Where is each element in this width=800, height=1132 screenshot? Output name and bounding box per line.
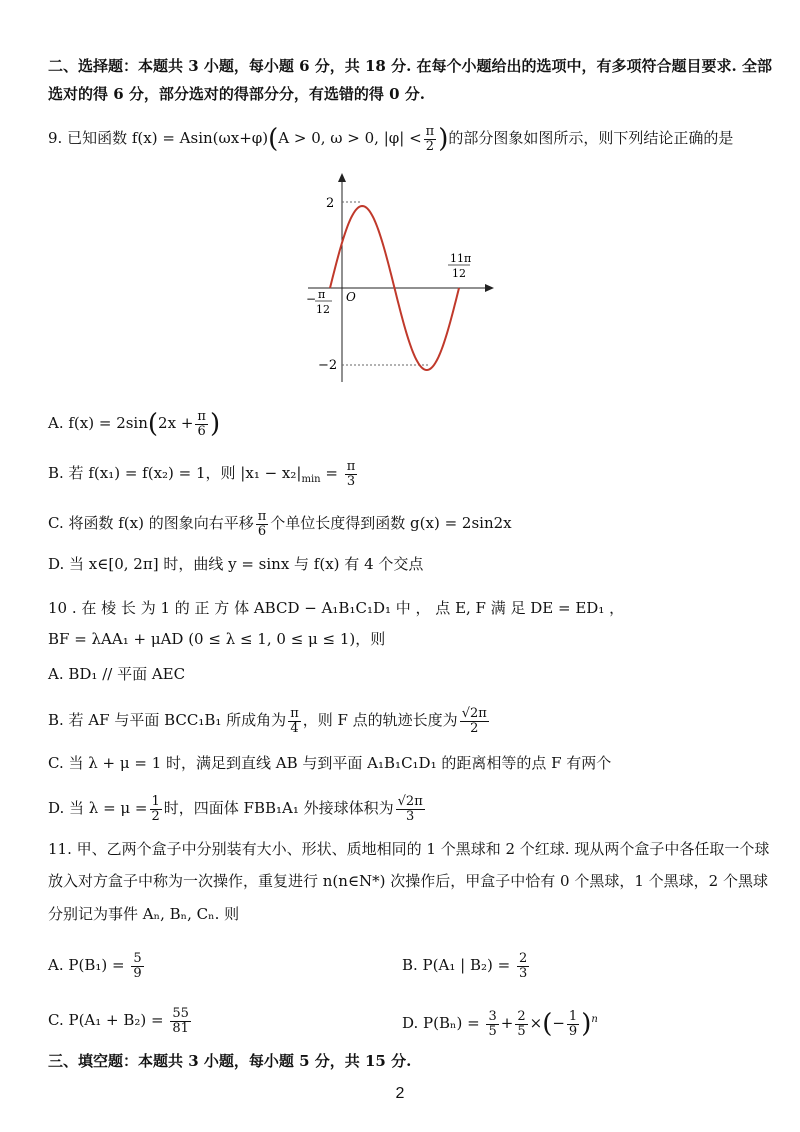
x-axis-arrow <box>485 284 494 292</box>
y-label-2: 2 <box>326 196 335 211</box>
q10-option-d[interactable]: D. 当 λ = μ = $\frac{1}{2}$ 时，四面体 FBB₁A₁ 外接球体积为 $\frac{√2\pi}{3}$ <box>48 793 423 824</box>
y-axis-arrow <box>338 173 346 182</box>
q9-stem-cond: A > 0, ω > 0, |φ| < <box>278 129 422 147</box>
q9-stem-tail: 的部分图象如图所示，则下列结论正确的是 <box>448 129 734 147</box>
right-tick-num: 11π <box>450 252 472 265</box>
q11-option-c[interactable]: C. P(A₁ + B₂) = $\frac{55}{81}$ <box>48 1005 189 1036</box>
q9-option-c[interactable]: C. 将函数 f(x) 的图象向右平移 $\frac{\pi}{6}$ 个单位长度得到函数 g(x) = 2sin2x <box>48 508 512 539</box>
q9-stem-func: 9. 已知函数 f(x) = Asin(ωx+φ) <box>48 129 269 147</box>
q11-option-a[interactable]: A. P(B₁) = $\frac{5}{9}$ <box>48 950 142 981</box>
q11-stem-line2: 放入对方盒子中称为一次操作，重复进行 n(n∈N*) 次操作后，甲盒子中恰有 0 个黑球，1 个黑球，2 个黑球 <box>48 872 768 890</box>
q11-option-d[interactable]: D. P(Bₙ) = $\frac{3}{5}$ + $\frac{2}{5}$ ×(− $\frac{1}{9}$ )$^n$ <box>402 1008 598 1039</box>
section2-title-line1: 二、选择题：本题共 3 小题，每小题 6 分，共 18 分. 在每个小题给出的选项中，有多项符合题目要求. 全部 <box>48 57 772 75</box>
q11-stem-line3: 分别记为事件 Aₙ, Bₙ, Cₙ. 则 <box>48 905 240 923</box>
section2-title-line2: 选对的得 6 分，部分选对的得部分分，有选错的得 0 分. <box>48 85 425 103</box>
q11-stem-line1: 11. 甲、乙两个盒子中分别装有大小、形状、质地相同的 1 个黑球和 2 个红球. 现从两个盒子中各任取一个球 <box>48 840 770 858</box>
q9-option-b[interactable]: B. 若 f(x₁) = f(x₂) = 1，则 $|x_1 - x_2|_{min}$ = $\frac{\pi}{3}$ <box>48 458 356 489</box>
q9-stem: 9. 已知函数 f(x) = Asin(ωx+φ)(A > 0, ω > 0, |φ| < $\frac{\pi}{2}$ )的部分图象如图所示，则下列结论正确的是 <box>48 123 734 154</box>
y-label-neg2: −2 <box>318 358 338 373</box>
q10-stem-line1: 10 . 在 棱 长 为 1 的 正 方 体 ABCD − A₁B₁C₁D₁ 中 ， 点 E, F 满 足 DE = ED₁ ， <box>48 599 625 617</box>
right-tick-den: 12 <box>452 267 466 280</box>
q9-option-a[interactable]: A. f(x) = 2sin(2x + $\frac{\pi}{6}$ ) <box>48 408 221 439</box>
left-tick-den: 12 <box>316 303 330 316</box>
q10-option-b[interactable]: B. 若 AF 与平面 BCC₁B₁ 所成角为 $\frac{\pi}{4}$ ，则 F 点的轨迹长度为 $\frac{√2\pi}{2}$ <box>48 705 487 736</box>
q11-option-b[interactable]: B. P(A₁ | B₂) = $\frac{2}{3}$ <box>402 950 528 981</box>
left-tick-sign: − <box>306 292 317 306</box>
q9-stem-frac: $\frac{\pi}{2}$ <box>425 123 435 154</box>
left-tick-num: π <box>318 288 326 301</box>
sine-graph <box>300 170 500 385</box>
section3-title: 三、填空题：本题共 3 小题，每小题 5 分，共 15 分. <box>48 1052 412 1070</box>
origin-label: O <box>346 290 356 304</box>
q10-option-a[interactable]: A. BD₁ // 平面 AEC <box>48 665 186 683</box>
page-number: 2 <box>395 1085 405 1102</box>
q9-option-d[interactable]: D. 当 x∈[0, 2π] 时，曲线 y = sinx 与 f(x) 有 4 个交点 <box>48 555 424 573</box>
q10-stem-line2: BF = λAA₁ + μAD (0 ≤ λ ≤ 1, 0 ≤ μ ≤ 1)，则 <box>48 630 386 648</box>
q10-option-c[interactable]: C. 当 λ + μ = 1 时，满足到直线 AB 与到平面 A₁B₁C₁D₁ 的距离相等的点 F 有两个 <box>48 754 612 772</box>
